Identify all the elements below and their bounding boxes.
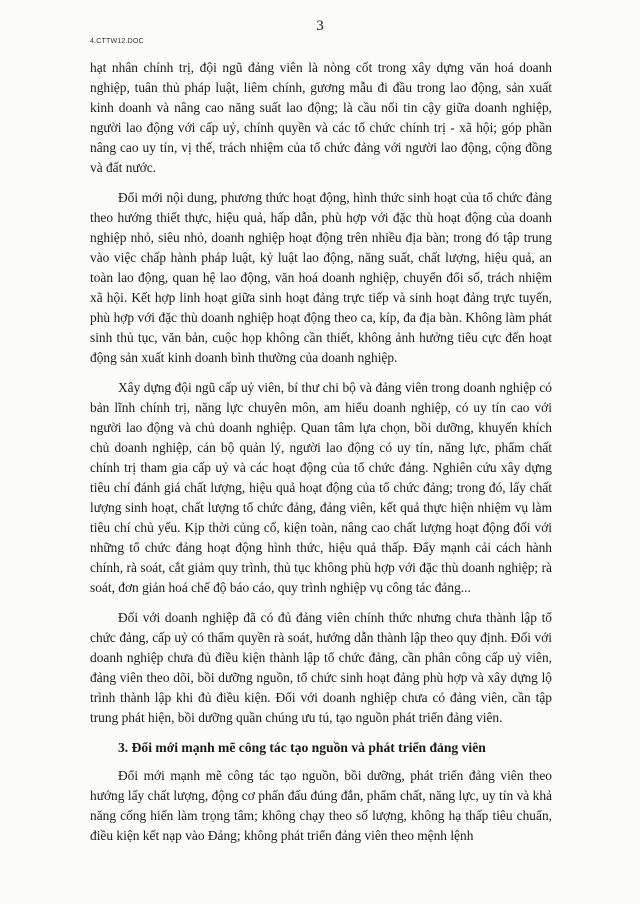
document-filename: 4.CTTW12.DOC bbox=[90, 38, 144, 45]
page-number: 3 bbox=[316, 18, 324, 34]
section-heading-3: 3. Đổi mới mạnh mẽ công tác tạo nguồn và phát triển đảng viên bbox=[118, 740, 486, 755]
paragraph-4: Đối với doanh nghiệp đã có đủ đảng viên chính thức nhưng chưa thành lập tổ chức đảng, cấp uỷ có thẩm quyền rà soát, hướng dẫn thành lập theo quy định. Đối với doanh nghiệp chưa đủ điều kiện thành lập tổ chức đảng, cần phân công cấp uỷ viên, đảng viên theo dõi, bồi dưỡng nguồn, tổ chức sinh hoạt đảng phù hợp và xây dựng lộ trình thành lập khi đủ điều kiện. Đối với doanh nghiệp chưa có đảng viên, cần tập trung phát hiện, bồi dưỡng quần chúng ưu tú, tạo nguồn phát triển đảng viên. bbox=[90, 610, 552, 725]
paragraph-3: Xây dựng đội ngũ cấp uỷ viên, bí thư chi bộ và đảng viên trong doanh nghiệp có bản lĩnh chính trị, năng lực chuyên môn, am hiểu doanh nghiệp, có uy tín cao với người lao động và chủ doanh nghiệp. Quan tâm lựa chọn, bồi dưỡng, khuyến khích chủ doanh nghiệp, cán bộ quản lý, người lao động có uy tín, năng lực, phẩm chất chính trị tham gia cấp uỷ và các hoạt động của tổ chức đảng. Nghiên cứu xây dựng tiêu chí đánh giá chất lượng, hiệu quả hoạt động của tổ chức đảng; trong đó, lấy chất lượng sinh hoạt, chất lượng tổ chức đảng, đảng viên, kết quả thực hiện nhiệm vụ làm tiêu chí chủ yếu. Kịp thời củng cố, kiện toàn, nâng cao chất lượng hoạt động đối với những tổ chức đảng hoạt động hình thức, hiệu quả thấp. Đẩy mạnh cải cách hành chính, rà soát, cắt giảm quy trình, thủ tục không phù hợp với đặc thù doanh nghiệp; rà soát, đơn giản hoá chế độ báo cáo, quy trình nghiệp vụ công tác đảng... bbox=[90, 380, 552, 595]
paragraph-5: Đổi mới mạnh mẽ công tác tạo nguồn, bồi dưỡng, phát triển đảng viên theo hướng lấy chất lượng, động cơ phấn đấu đúng đắn, phẩm chất, năng lực, uy tín và khả năng cống hiến làm trọng tâm; không chạy theo số lượng, không hạ thấp tiêu chuẩn, điều kiện kết nạp vào Đảng; không phát triển đảng viên theo mệnh lệnh bbox=[90, 768, 552, 843]
paragraph-1: hạt nhân chính trị, đội ngũ đảng viên là nòng cốt trong xây dựng văn hoá doanh nghiệp, tuân thủ pháp luật, liêm chính, gương mẫu đi đầu trong lao động, sản xuất kinh doanh và nâng cao năng suất lao động; là cầu nối tin cậy giữa doanh nghiệp, người lao động với cấp uỷ, chính quyền và các tổ chức chính trị - xã hội; góp phần nâng cao uy tín, vị thế, trách nhiệm của tổ chức đảng với người lao động, cộng đồng và đất nước. bbox=[90, 60, 552, 175]
document-body bbox=[90, 58, 552, 856]
paragraph-2: Đổi mới nội dung, phương thức hoạt động, hình thức sinh hoạt của tổ chức đảng theo hướng thiết thực, hiệu quả, hấp dẫn, phù hợp với đặc thù hoạt động của doanh nghiệp nhỏ, siêu nhỏ, doanh nghiệp hoạt động trên nhiều địa bàn; trong đó tập trung vào việc chấp hành pháp luật, kỷ luật lao động, năng suất, chất lượng, hiệu quả, an toàn lao động, quan hệ lao động, văn hoá doanh nghiệp, chuyển đổi số, trách nhiệm xã hội. Kết hợp linh hoạt giữa sinh hoạt đảng trực tiếp và sinh hoạt đảng trực tuyến, phù hợp với đặc thù doanh nghiệp hoạt động theo ca, kíp, đa địa bàn. Không làm phát sinh thủ tục, văn bản, cuộc họp không cần thiết, không ảnh hưởng tiêu cực đến hoạt động sản xuất kinh doanh bình thường của doanh nghiệp. bbox=[90, 190, 552, 365]
